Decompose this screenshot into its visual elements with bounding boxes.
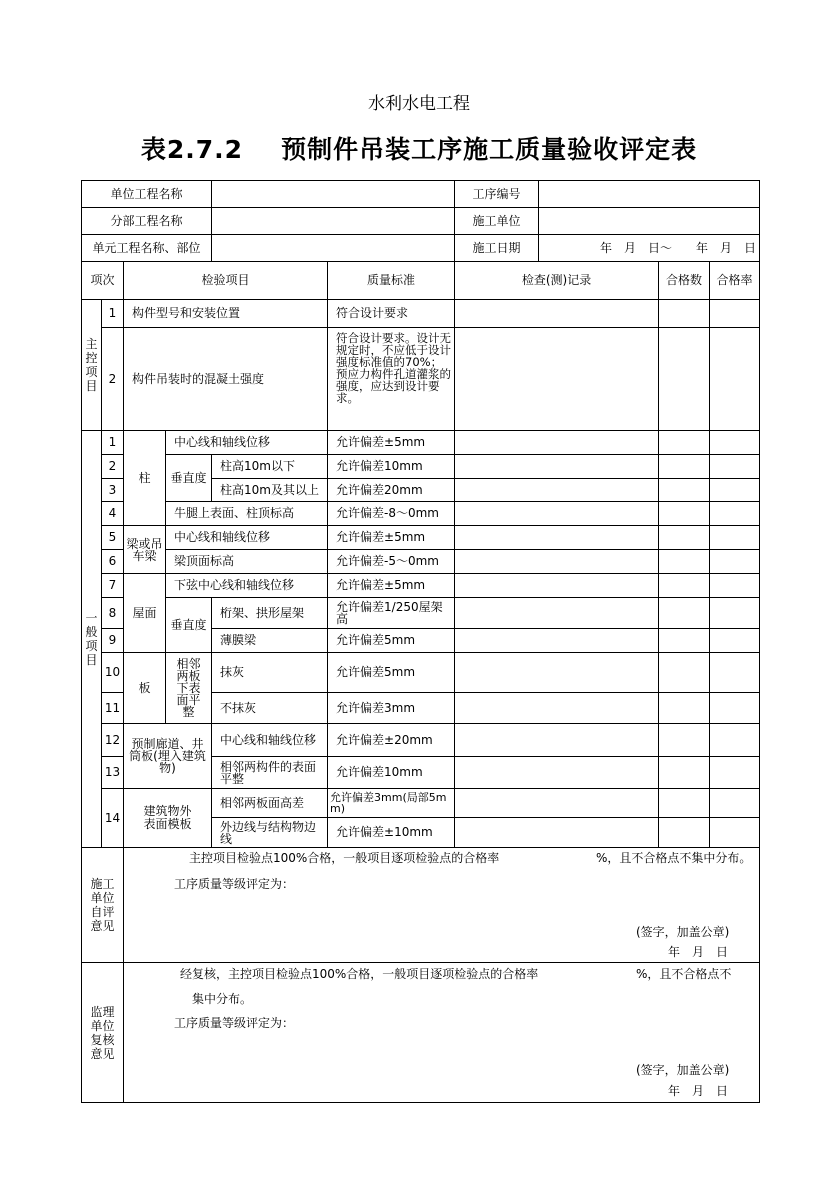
row-item: 桁架、拱形屋架 (212, 598, 328, 629)
row-no: 4 (102, 502, 124, 526)
pass-rate-cell[interactable] (710, 526, 760, 550)
row-item: 构件吊装时的混凝土强度 (124, 328, 328, 431)
supervisor-sign: (签字，加盖公章) (636, 1063, 730, 1077)
pass-rate-cell[interactable] (710, 455, 760, 479)
col-pass-rate: 合格率 (710, 262, 760, 300)
record-cell[interactable] (455, 455, 659, 479)
pass-rate-cell[interactable] (710, 598, 760, 629)
row-no: 1 (102, 300, 124, 328)
pass-rate-cell[interactable] (710, 328, 760, 431)
info-value[interactable] (212, 208, 455, 235)
supervisor-line2: 集中分布。 (192, 992, 253, 1006)
row-no: 11 (102, 693, 124, 724)
info-value[interactable] (539, 208, 760, 235)
row-item: 相邻两构件的表面平整 (212, 757, 328, 789)
row-standard: 允许偏差5mm (328, 653, 455, 693)
record-cell[interactable] (455, 526, 659, 550)
table-row (82, 550, 760, 574)
pass-rate-cell[interactable] (710, 300, 760, 328)
group-roof: 屋面 (124, 574, 166, 653)
col-record: 检查(测)记录 (455, 262, 659, 300)
supervisor-date: 年 月 日 (668, 1084, 729, 1098)
row-item: 中心线和轴线位移 (212, 724, 328, 757)
table-row (82, 653, 760, 693)
row-no: 3 (102, 479, 124, 502)
supertitle: 水利水电工程 (368, 94, 470, 114)
column-header-row (82, 262, 760, 300)
row-item: 外边线与结构物边线 (212, 818, 328, 848)
record-cell[interactable] (455, 598, 659, 629)
group-vertical: 垂直度 (166, 598, 212, 653)
pass-rate-cell[interactable] (710, 653, 760, 693)
date-value[interactable]: 年 月 日～ 年 月 日 (539, 235, 760, 262)
row-no: 7 (102, 574, 124, 598)
row-no: 6 (102, 550, 124, 574)
info-label: 单元工程名称、部位 (82, 235, 212, 262)
pass-rate-cell[interactable] (710, 789, 760, 818)
pass-count-cell[interactable] (659, 653, 710, 693)
row-no: 5 (102, 526, 124, 550)
row-standard: 允许偏差5mm (328, 629, 455, 653)
row-standard: 允许偏差-5～0mm (328, 550, 455, 574)
row-no: 12 (102, 724, 124, 757)
info-label: 单位工程名称 (82, 181, 212, 208)
row-item: 不抹灰 (212, 693, 328, 724)
table-row (82, 300, 760, 328)
info-value[interactable] (212, 181, 455, 208)
pass-count-cell[interactable] (659, 789, 710, 818)
pass-count-cell[interactable] (659, 693, 710, 724)
row-item: 柱高10m及其以上 (212, 479, 328, 502)
pass-rate-cell[interactable] (710, 757, 760, 789)
group-facade: 建筑物外表面模板 (124, 789, 212, 848)
table-row (82, 574, 760, 598)
self-eval-line1: 主控项目检验点100%合格，一般项目逐项检验点的合格率 (189, 851, 500, 865)
pass-count-cell[interactable] (659, 757, 710, 789)
row-item: 相邻两板面高差 (212, 789, 328, 818)
self-eval-sign: (签字，加盖公章) (636, 925, 730, 939)
pass-rate-cell[interactable] (710, 431, 760, 455)
supervisor-row (82, 963, 760, 1103)
row-no: 1 (102, 431, 124, 455)
record-cell[interactable] (455, 629, 659, 653)
group-beam: 梁或吊车梁 (124, 526, 166, 574)
pass-count-cell[interactable] (659, 431, 710, 455)
record-cell[interactable] (455, 431, 659, 455)
row-standard: 允许偏差±5mm (328, 574, 455, 598)
pass-rate-cell[interactable] (710, 479, 760, 502)
col-seq: 项次 (82, 262, 124, 300)
record-cell[interactable] (455, 300, 659, 328)
self-eval-content[interactable] (124, 848, 760, 963)
table-row (82, 526, 760, 550)
row-standard: 符合设计要求。设计无规定时，不应低于设计强度标准值的70%；预应力构件孔道灌浆的强度，应达到设计要求。 (328, 328, 455, 431)
table-row (82, 328, 760, 431)
row-no: 2 (102, 455, 124, 479)
group-vertical: 垂直度 (166, 455, 212, 502)
table-row (82, 724, 760, 757)
record-cell[interactable] (455, 724, 659, 757)
record-cell[interactable] (455, 693, 659, 724)
form-title: 预制件吊装工序施工质量验收评定表 (281, 135, 698, 164)
self-eval-label: 施工单位自评意见 (82, 848, 124, 963)
page-title (0, 130, 838, 166)
pass-rate-cell[interactable] (710, 724, 760, 757)
row-item: 抹灰 (212, 653, 328, 693)
record-cell[interactable] (455, 789, 659, 818)
row-no: 14 (102, 789, 124, 848)
pass-count-cell[interactable] (659, 598, 710, 629)
supervisor-line1: 经复核，主控项目检验点100%合格，一般项目逐项检验点的合格率 (180, 967, 539, 981)
row-no: 2 (102, 328, 124, 431)
info-value[interactable] (539, 181, 760, 208)
self-eval-grade: 工序质量等级评定为： (174, 877, 295, 891)
info-row (82, 181, 760, 208)
record-cell[interactable] (455, 574, 659, 598)
record-cell[interactable] (455, 502, 659, 526)
pass-count-cell[interactable] (659, 574, 710, 598)
pass-count-cell[interactable] (659, 629, 710, 653)
table-row (82, 502, 760, 526)
pass-rate-cell[interactable] (710, 502, 760, 526)
supervisor-label: 监理单位复核意见 (82, 963, 124, 1103)
pass-count-cell[interactable] (659, 724, 710, 757)
row-standard: 允许偏差3mm (328, 693, 455, 724)
main-control-label: 主控项目 (82, 300, 102, 431)
row-item: 薄膜梁 (212, 629, 328, 653)
info-row (82, 208, 760, 235)
row-standard: 允许偏差±20mm (328, 724, 455, 757)
pass-rate-cell[interactable] (710, 818, 760, 848)
info-label: 施工单位 (455, 208, 539, 235)
row-standard: 允许偏差10mm (328, 757, 455, 789)
pass-count-cell[interactable] (659, 526, 710, 550)
info-value[interactable] (212, 235, 455, 262)
pass-count-cell[interactable] (659, 328, 710, 431)
record-cell[interactable] (455, 757, 659, 789)
supervisor-content[interactable] (124, 963, 760, 1103)
row-standard: 允许偏差3mm(局部5mm) (328, 789, 455, 818)
row-standard: 允许偏差1/250屋架高 (328, 598, 455, 629)
pass-count-cell[interactable] (659, 300, 710, 328)
row-item: 柱高10m以下 (212, 455, 328, 479)
self-eval-date: 年 月 日 (668, 945, 729, 959)
record-cell[interactable] (455, 818, 659, 848)
row-no: 10 (102, 653, 124, 693)
row-standard: 允许偏差±10mm (328, 818, 455, 848)
table-row (82, 455, 760, 479)
row-item: 中心线和轴线位移 (166, 526, 328, 550)
row-item: 中心线和轴线位移 (166, 431, 328, 455)
pass-count-cell[interactable] (659, 550, 710, 574)
row-item: 牛腿上表面、柱顶标高 (166, 502, 328, 526)
row-item: 下弦中心线和轴线位移 (166, 574, 328, 598)
row-standard: 允许偏差20mm (328, 479, 455, 502)
pass-count-cell[interactable] (659, 455, 710, 479)
general-label: 一般项目 (82, 431, 102, 848)
self-eval-row (82, 848, 760, 963)
row-item: 构件型号和安装位置 (124, 300, 328, 328)
table-row (82, 789, 760, 818)
pass-rate-cell[interactable] (710, 693, 760, 724)
row-no: 8 (102, 598, 124, 629)
row-item: 梁顶面标高 (166, 550, 328, 574)
record-cell[interactable] (455, 550, 659, 574)
row-standard: 符合设计要求 (328, 300, 455, 328)
row-standard: 允许偏差-8～0mm (328, 502, 455, 526)
col-item: 检验项目 (124, 262, 328, 300)
pass-count-cell[interactable] (659, 479, 710, 502)
row-standard: 允许偏差10mm (328, 455, 455, 479)
evaluation-form (81, 180, 760, 1103)
row-no: 13 (102, 757, 124, 789)
pass-rate-cell[interactable] (710, 550, 760, 574)
row-standard: 允许偏差±5mm (328, 431, 455, 455)
pass-rate-cell[interactable] (710, 629, 760, 653)
table-row (82, 431, 760, 455)
table-code: 表2.7.2 (140, 135, 244, 164)
row-standard: 允许偏差±5mm (328, 526, 455, 550)
info-label: 分部工程名称 (82, 208, 212, 235)
group-slab-flatness: 相邻两板下表面平整 (166, 653, 212, 724)
info-label: 工序编号 (455, 181, 539, 208)
record-cell[interactable] (455, 479, 659, 502)
pass-count-cell[interactable] (659, 502, 710, 526)
group-corridor: 预制廊道、井筒板(埋入建筑物) (124, 724, 212, 789)
pass-count-cell[interactable] (659, 818, 710, 848)
supervisor-line1-tail: %，且不合格点不 (636, 967, 732, 981)
group-slab: 板 (124, 653, 166, 724)
record-cell[interactable] (455, 328, 659, 431)
info-label: 施工日期 (455, 235, 539, 262)
row-no: 9 (102, 629, 124, 653)
pass-rate-cell[interactable] (710, 574, 760, 598)
table-row (82, 598, 760, 629)
info-row (82, 235, 760, 262)
col-standard: 质量标准 (328, 262, 455, 300)
supervisor-grade: 工序质量等级评定为： (174, 1016, 295, 1030)
self-eval-line1-tail: %，且不合格点不集中分布。 (596, 851, 752, 865)
col-pass-count: 合格数 (659, 262, 710, 300)
group-column: 柱 (124, 431, 166, 526)
record-cell[interactable] (455, 653, 659, 693)
